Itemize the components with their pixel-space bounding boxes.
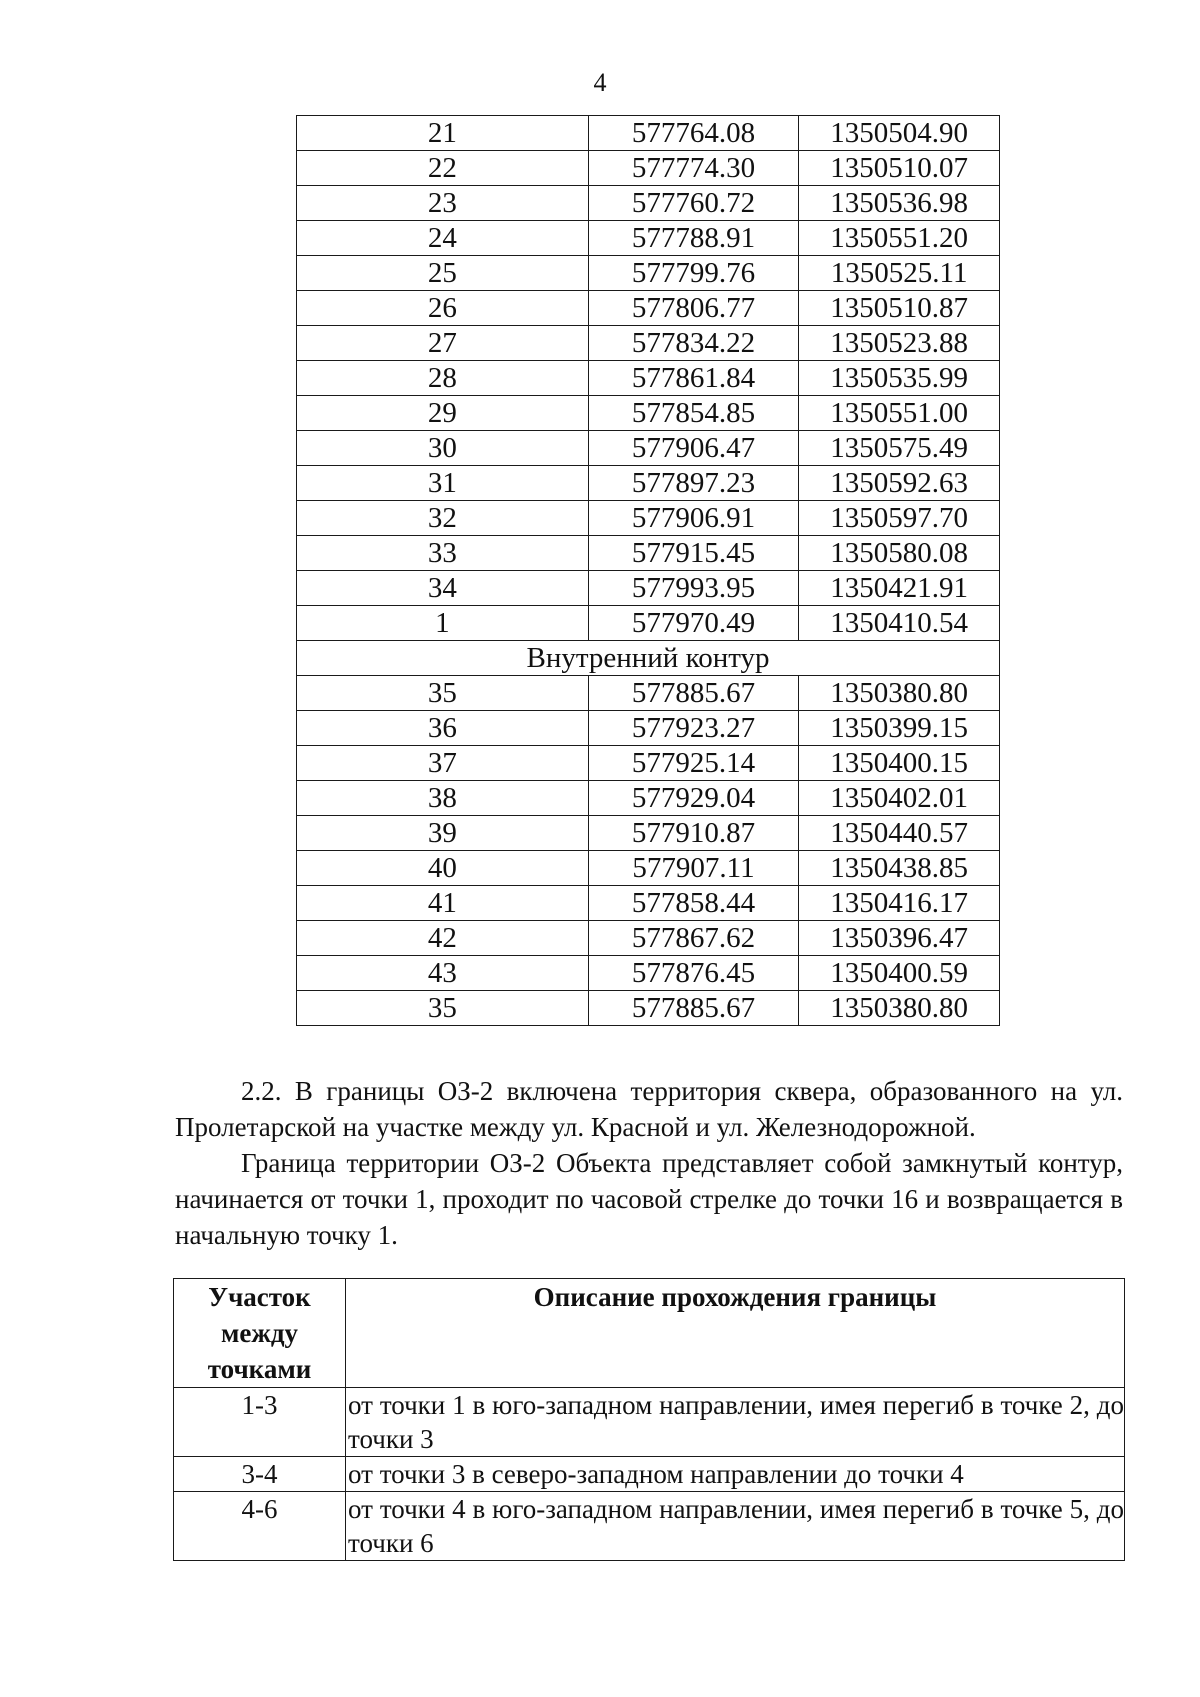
coord-y: 1350551.20 bbox=[799, 221, 1000, 256]
coord-x: 577867.62 bbox=[588, 921, 799, 956]
table-row bbox=[297, 221, 1000, 256]
header-segment: Участок между точками bbox=[174, 1279, 346, 1388]
coord-y: 1350400.59 bbox=[799, 956, 1000, 991]
coord-y: 1350380.80 bbox=[799, 991, 1000, 1026]
table-row bbox=[297, 746, 1000, 781]
inner-contour-row bbox=[297, 641, 1000, 676]
description-cell: от точки 4 в юго-западном направлении, имея перегиб в точке 5, до точки 6 bbox=[346, 1492, 1125, 1561]
point-number: 26 bbox=[297, 291, 589, 326]
segment-cell: 3-4 bbox=[174, 1457, 346, 1492]
table-row bbox=[174, 1492, 1125, 1561]
point-number: 35 bbox=[297, 991, 589, 1026]
point-number: 21 bbox=[297, 116, 589, 151]
table-row bbox=[297, 956, 1000, 991]
coord-y: 1350438.85 bbox=[799, 851, 1000, 886]
table-row bbox=[297, 466, 1000, 501]
point-number: 27 bbox=[297, 326, 589, 361]
coord-x: 577834.22 bbox=[588, 326, 799, 361]
coord-y: 1350536.98 bbox=[799, 186, 1000, 221]
paragraph-oz2-intro: 2.2. В границы ОЗ-2 включена территория сквера, образованного на ул. Пролетарской на участке между ул. Красной и ул. Железнодорожной. bbox=[175, 1076, 1123, 1142]
coord-x: 577885.67 bbox=[588, 991, 799, 1026]
coord-x: 577906.47 bbox=[588, 431, 799, 466]
coord-y: 1350380.80 bbox=[799, 676, 1000, 711]
coord-y: 1350402.01 bbox=[799, 781, 1000, 816]
point-number: 42 bbox=[297, 921, 589, 956]
table-row bbox=[297, 291, 1000, 326]
boundary-description-table bbox=[173, 1278, 1125, 1561]
point-number: 30 bbox=[297, 431, 589, 466]
coord-y: 1350410.54 bbox=[799, 606, 1000, 641]
coord-y: 1350416.17 bbox=[799, 886, 1000, 921]
point-number: 40 bbox=[297, 851, 589, 886]
point-number: 34 bbox=[297, 571, 589, 606]
description-cell: от точки 1 в юго-западном направлении, имея перегиб в точке 2, до точки 3 bbox=[346, 1388, 1125, 1457]
table-row bbox=[174, 1388, 1125, 1457]
point-number: 35 bbox=[297, 676, 589, 711]
coord-y: 1350504.90 bbox=[799, 116, 1000, 151]
point-number: 22 bbox=[297, 151, 589, 186]
header-description: Описание прохождения границы bbox=[346, 1279, 1125, 1388]
table-row bbox=[297, 921, 1000, 956]
point-number: 41 bbox=[297, 886, 589, 921]
coord-x: 577929.04 bbox=[588, 781, 799, 816]
table-row bbox=[297, 361, 1000, 396]
point-number: 39 bbox=[297, 816, 589, 851]
point-number: 31 bbox=[297, 466, 589, 501]
coord-x: 577799.76 bbox=[588, 256, 799, 291]
inner-contour-label: Внутренний контур bbox=[297, 641, 1000, 676]
table-row bbox=[297, 256, 1000, 291]
coord-y: 1350440.57 bbox=[799, 816, 1000, 851]
coordinates-table bbox=[296, 115, 1000, 1026]
point-number: 25 bbox=[297, 256, 589, 291]
coord-y: 1350510.87 bbox=[799, 291, 1000, 326]
description-cell: от точки 3 в северо-западном направлении до точки 4 bbox=[346, 1457, 1125, 1492]
coord-x: 577925.14 bbox=[588, 746, 799, 781]
point-number: 28 bbox=[297, 361, 589, 396]
table-row bbox=[297, 816, 1000, 851]
segment-cell: 4-6 bbox=[174, 1492, 346, 1561]
table-row bbox=[297, 116, 1000, 151]
point-number: 43 bbox=[297, 956, 589, 991]
table-row bbox=[174, 1457, 1125, 1492]
coord-y: 1350399.15 bbox=[799, 711, 1000, 746]
table-row bbox=[297, 781, 1000, 816]
table-row bbox=[297, 186, 1000, 221]
coord-y: 1350592.63 bbox=[799, 466, 1000, 501]
coord-y: 1350597.70 bbox=[799, 501, 1000, 536]
point-number: 33 bbox=[297, 536, 589, 571]
table-row bbox=[297, 571, 1000, 606]
coord-x: 577897.23 bbox=[588, 466, 799, 501]
page-number: 4 bbox=[593, 68, 607, 97]
table-row bbox=[297, 606, 1000, 641]
coord-x: 577876.45 bbox=[588, 956, 799, 991]
coord-y: 1350510.07 bbox=[799, 151, 1000, 186]
table-row bbox=[297, 676, 1000, 711]
segment-cell: 1-3 bbox=[174, 1388, 346, 1457]
coord-x: 577760.72 bbox=[588, 186, 799, 221]
point-number: 1 bbox=[297, 606, 589, 641]
coord-x: 577915.45 bbox=[588, 536, 799, 571]
point-number: 29 bbox=[297, 396, 589, 431]
coord-y: 1350396.47 bbox=[799, 921, 1000, 956]
coord-x: 577910.87 bbox=[588, 816, 799, 851]
point-number: 24 bbox=[297, 221, 589, 256]
coord-y: 1350421.91 bbox=[799, 571, 1000, 606]
paragraph-boundary-description: Граница территории ОЗ-2 Объекта представляет собой замкнутый контур, начинается от точки 1, проходит по часовой стрелке до точки 16 и возвращается в начальную точку 1. bbox=[175, 1148, 1123, 1250]
point-number: 32 bbox=[297, 501, 589, 536]
table-row bbox=[297, 431, 1000, 466]
table-row bbox=[297, 536, 1000, 571]
coord-x: 577885.67 bbox=[588, 676, 799, 711]
coord-x: 577993.95 bbox=[588, 571, 799, 606]
point-number: 23 bbox=[297, 186, 589, 221]
table-row bbox=[297, 501, 1000, 536]
coord-x: 577923.27 bbox=[588, 711, 799, 746]
table-row bbox=[297, 396, 1000, 431]
coord-y: 1350580.08 bbox=[799, 536, 1000, 571]
coord-x: 577774.30 bbox=[588, 151, 799, 186]
coord-x: 577858.44 bbox=[588, 886, 799, 921]
point-number: 37 bbox=[297, 746, 589, 781]
coord-x: 577764.08 bbox=[588, 116, 799, 151]
coord-y: 1350535.99 bbox=[799, 361, 1000, 396]
table-row bbox=[297, 886, 1000, 921]
point-number: 36 bbox=[297, 711, 589, 746]
coord-x: 577854.85 bbox=[588, 396, 799, 431]
coord-x: 577970.49 bbox=[588, 606, 799, 641]
coord-y: 1350400.15 bbox=[799, 746, 1000, 781]
coord-y: 1350523.88 bbox=[799, 326, 1000, 361]
table-row bbox=[297, 711, 1000, 746]
table-row bbox=[297, 851, 1000, 886]
coord-x: 577788.91 bbox=[588, 221, 799, 256]
point-number: 38 bbox=[297, 781, 589, 816]
table-row bbox=[297, 151, 1000, 186]
table-row bbox=[297, 991, 1000, 1026]
coord-y: 1350525.11 bbox=[799, 256, 1000, 291]
table-row bbox=[297, 326, 1000, 361]
coord-x: 577806.77 bbox=[588, 291, 799, 326]
coord-x: 577907.11 bbox=[588, 851, 799, 886]
coord-y: 1350551.00 bbox=[799, 396, 1000, 431]
coord-y: 1350575.49 bbox=[799, 431, 1000, 466]
coord-x: 577861.84 bbox=[588, 361, 799, 396]
coord-x: 577906.91 bbox=[588, 501, 799, 536]
